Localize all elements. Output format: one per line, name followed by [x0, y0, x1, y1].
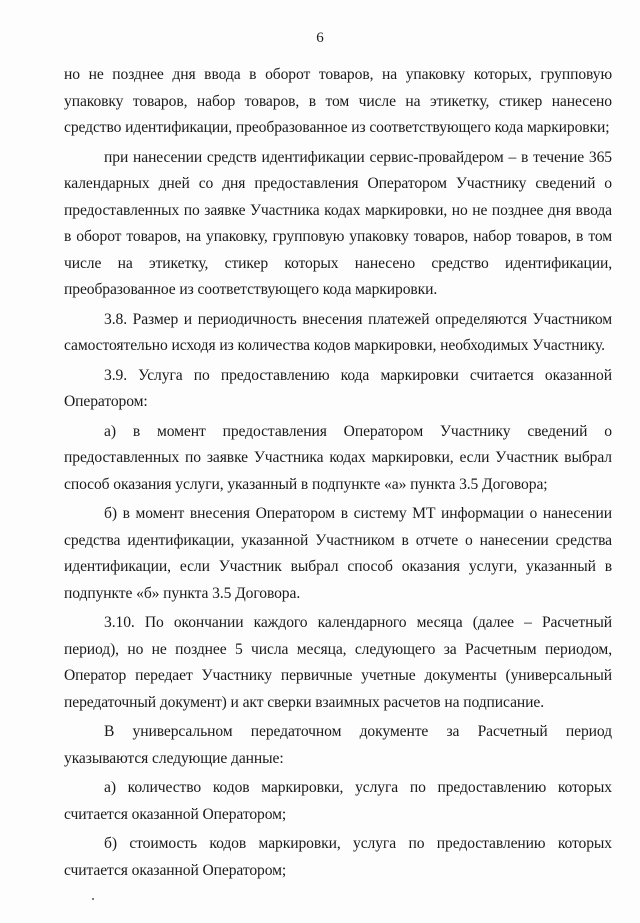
paragraph-3-9: 3.9. Услуга по предоставлению кода маркировки считается оказанной Оператором:	[64, 366, 612, 410]
paragraph-continuation: но не позднее дня ввода в оборот товаров, на упаковку которых, групповую упаковку товаров, набор товаров, в том числе на этикетку, стикер нанесено средство идентификации, преобразованное из соответствующего кода маркировки;	[64, 66, 612, 136]
paragraph-upd-data: В универсальном передаточном документе за Расчетный период указываются следующие данные:	[64, 723, 612, 767]
page-number: 6	[316, 30, 324, 46]
scan-artifact	[92, 898, 94, 900]
paragraph-upd-b: б) стоимость кодов маркировки, услуга по предоставлению которых считается оказанной Оператором;	[64, 835, 612, 879]
paragraph-service-provider: при нанесении средств идентификации сервис-провайдером – в течение 365 календарных дней со дня предоставления Оператором Участнику сведений о предоставленных по заявке Участника кодах маркировки, но не позднее дня ввода в оборот товаров, на упаковку, групповую упаковку товаров, набор товаров, в том числе на этикетку, стикер которых нанесено средство идентификации, преобразованное из соответствующего кода маркировки.	[64, 148, 612, 298]
paragraph-3-9-b: б) в момент внесения Оператором в систему МТ информации о нанесении средства идентификации, указанной Участником в отчете о нанесении средства идентификации, если Участник выбрал способ оказания услуги, указанный в подпункте «б» пункта 3.5 Договора.	[64, 505, 612, 602]
paragraph-3-9-a: а) в момент предоставления Оператором Участнику сведений о предоставленных по заявке Участника кодах маркировки, если Участник выбрал способ оказания услуги, указанный в подпункте «а» пункта 3.5 Договора;	[64, 422, 612, 493]
paragraph-3-8: 3.8. Размер и периодичность внесения платежей определяются Участником самостоятельно исходя из количества кодов маркировки, необходимых Участнику.	[64, 310, 612, 354]
paragraph-upd-a: а) количество кодов маркировки, услуга по предоставлению которых считается оказанной Оператором;	[64, 779, 612, 823]
document-body	[64, 62, 612, 887]
paragraph-3-10: 3.10. По окончании каждого календарного месяца (далее – Расчетный период), но не позднее 5 числа месяца, следующего за Расчетным периодом, Оператор передает Участнику первичные учетные документы (универсальный передаточный документ) и акт сверки взаимных расчетов на подписание.	[64, 614, 612, 711]
